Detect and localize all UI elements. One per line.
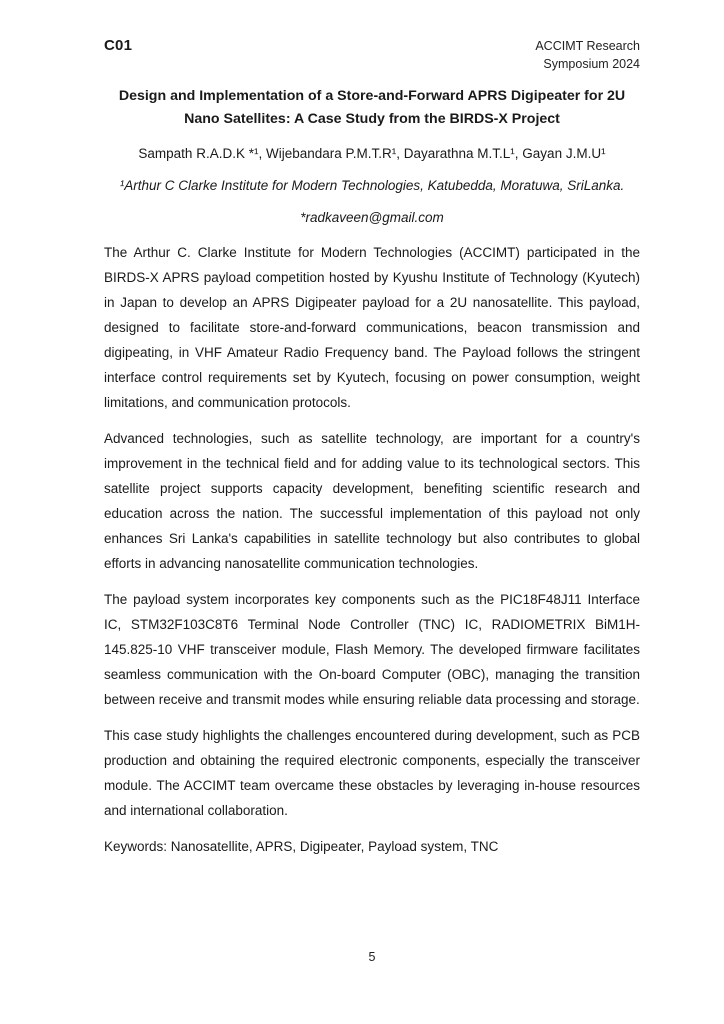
paper-title-line-1: Design and Implementation of a Store-and-Forward APRS Digipeater for 2U: [118, 88, 626, 104]
event-name: ACCIMT Research: [535, 39, 640, 53]
keywords: Keywords: Nanosatellite, APRS, Digipeater, Payload system, TNC: [104, 839, 499, 854]
corresponding-email: *radkaveen@gmail.com: [300, 210, 444, 225]
abstract-paragraph-1: The Arthur C. Clarke Institute for Modern Technologies (ACCIMT) participated in the BIRDS-X APRS payload competition hosted by Kyushu Institute of Technology (Kyutech) in Japan to develop an APRS Digipeater payload for a 2U nanosatellite. This payload, designed to facilitate store-and-forward communications, beacon transmission and digipeating, in VHF Amateur Radio Frequency band. The Payload follows the stringent interface control requirements set by Kyutech, focusing on power consumption, weight limitations, and communication protocols.: [104, 245, 640, 410]
page-header: [104, 37, 640, 73]
abstract-body: [104, 240, 640, 823]
affiliation: ¹Arthur C Clarke Institute for Modern Technologies, Katubedda, Moratuwa, SriLanka.: [119, 178, 625, 193]
paper-title: [104, 85, 640, 131]
authors: Sampath R.A.D.K *¹, Wijebandara P.M.T.R¹, Dayarathna M.T.L¹, Gayan J.M.U¹: [138, 146, 606, 161]
event-header: [535, 37, 640, 73]
abstract-paragraph-4: This case study highlights the challenges encountered during development, such as PCB production and obtaining the required electronic components, especially the transceiver module. The ACCIMT team overcame these obstacles by leveraging in-house resources and international collaboration.: [104, 728, 640, 818]
event-year: Symposium 2024: [543, 57, 640, 71]
abstract-paragraph-2: Advanced technologies, such as satellite technology, are important for a country's improvement in the technical field and for adding value to its technological sectors. This satellite project supports capacity development, benefiting scientific research and education across the nation. The successful implementation of this payload not only enhances Sri Lanka's capabilities in satellite technology but also contributes to global efforts in advancing nanosatellite communication technologies.: [104, 431, 640, 571]
paper-code: C01: [104, 37, 133, 54]
abstract-paragraph-3: The payload system incorporates key components such as the PIC18F48J11 Interface IC, STM32F103C8T6 Terminal Node Controller (TNC) IC, RADIOMETRIX BiM1H-145.825-10 VHF transceiver module, Flash Memory. The developed firmware facilitates seamless communication with the On-board Computer (OBC), managing the transition between receive and transmit modes while ensuring reliable data processing and storage.: [104, 592, 640, 707]
page-number: 5: [368, 950, 376, 964]
paper-title-line-2: Nano Satellites: A Case Study from the BIRDS-X Project: [184, 111, 560, 127]
